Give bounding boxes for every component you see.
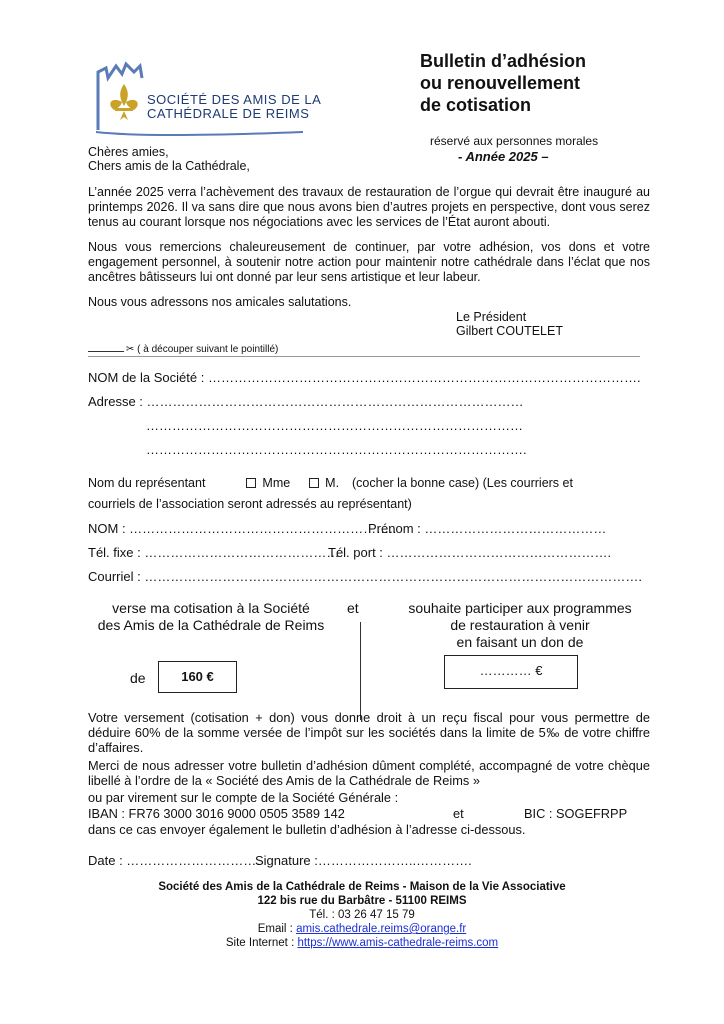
date-field[interactable]: Date : …………………………. (88, 853, 260, 868)
send-instructions: Merci de nous adresser votre bulletin d’adhésion dûment complété, accompagné de votre chèque libellé à l’ordre de la « Société des Amis de la Cathédrale de Reims » (88, 758, 650, 788)
email-link[interactable]: amis.cathedrale.reims@orange.fr (296, 923, 467, 935)
form-title (420, 50, 586, 116)
de-label: de (130, 670, 146, 686)
transfer-note: dans ce cas envoyer également le bulletin d’adhésion à l’adresse ci-dessous. (88, 822, 526, 837)
logo-line1: SOCIÉTÉ DES AMIS DE LA (147, 92, 322, 107)
letter-paragraph-1: L’année 2025 verra l’achèvement des travaux de restauration de l’orgue qui devrait être inauguré au printemps 2026. Il va sans dire que nous avons bien d’autres projets en perspective, dont vous serez tenus au courant lorsque nos négociations avec les services de l’État auront abouti. (88, 185, 650, 229)
m-checkbox[interactable] (309, 478, 319, 488)
representative-label: Nom du représentant (88, 476, 206, 490)
email-field[interactable]: Courriel : ……………………………………………………………………………………………………. (88, 569, 642, 584)
president-name: Gilbert COUTELET (456, 324, 563, 338)
year-label: - Année 2025 – (458, 149, 549, 164)
signature-field[interactable]: Signature :…………………..…………. (255, 853, 472, 868)
letter-paragraph-2: Nous vous remercions chaleureusement de continuer, par votre adhésion, vos dons et votre engagement personnel, à soutenir notre action pour maintenir notre cathédrale dans l’éclat que nos ancêtres bâtisseurs lui ont donné par leur sens artistique et leur labeur. (88, 240, 650, 284)
representative-note-2: courriels de l’association seront adressés au représentant) (88, 497, 412, 511)
iban-bic-and: et (453, 806, 464, 821)
transfer-intro: ou par virement sur le compte de la Société Générale : (88, 790, 399, 805)
membership-amount: 160 € (181, 669, 214, 684)
donation-line3: en faisant un don de (456, 634, 584, 650)
mobile-field[interactable]: Tél. port : ……………………………………………. (328, 545, 612, 560)
bic: BIC : SOGEFRPP (524, 806, 628, 821)
scissors-icon: ✂ (126, 344, 135, 355)
cut-instruction: ( à découper suivant le pointillé) (137, 344, 279, 355)
representative-note: (cocher la bonne case) (Les courriers et (352, 476, 573, 490)
logo-line2: CATHÉDRALE DE REIMS (147, 106, 310, 121)
president-title: Le Président (456, 310, 527, 324)
membership-text (80, 600, 342, 634)
reserved-note: réservé aux personnes morales (430, 134, 599, 148)
footer-site-row (0, 936, 724, 950)
m-label: M. (325, 476, 340, 490)
site-link[interactable]: https://www.amis-cathedrale-reims.com (297, 937, 499, 949)
logo-text (147, 93, 321, 121)
cut-line (88, 344, 640, 357)
membership-line1: verse ma cotisation à la Société (112, 600, 310, 616)
site-label: Site Internet : (225, 937, 295, 949)
last-name-field[interactable]: NOM : …………………………………………………….. (88, 521, 397, 536)
representative-row (88, 476, 573, 490)
donation-line2: de restauration à venir (450, 617, 590, 633)
greeting (88, 145, 250, 173)
greeting-line1: Chères amies, (88, 145, 169, 159)
membership-amount-box (158, 661, 237, 693)
address-field-3[interactable]: ……………………………………………………………………………. (146, 442, 527, 457)
tax-info: Votre versement (cotisation + don) vous donne droit à un reçu fiscal pour vous permettre de déduire 60% de la somme versée de l’impôt sur les sociétés dans la limite de 5‰ de votre chiffre d’affaires. (88, 710, 650, 755)
donation-text (390, 600, 650, 651)
section-divider (360, 622, 361, 720)
footer-address: 122 bis rue du Barbâtre - 51100 REIMS (257, 895, 467, 907)
title-line2: ou renouvellement (420, 73, 581, 93)
donation-line1: souhaite participer aux programmes (408, 600, 632, 616)
and-label: et (347, 600, 359, 616)
title-line3: de cotisation (420, 95, 532, 115)
mme-label: Mme (262, 476, 291, 490)
footer-email-row (0, 922, 724, 936)
phone-field[interactable]: Tél. fixe : ……………………………………… (88, 545, 340, 560)
address-field-1[interactable]: Adresse : …………………………………………………………………………… (88, 394, 524, 409)
footer-org: Société des Amis de la Cathédrale de Reims - Maison de la Vie Associative (158, 881, 566, 893)
company-name-field[interactable]: NOM de la Société : ………………………………………………………………………………………. (88, 370, 641, 385)
signature-block (456, 310, 563, 338)
letter-paragraph-3: Nous vous adressons nos amicales salutations. (88, 295, 352, 309)
donation-amount-box[interactable] (444, 655, 578, 689)
title-line1: Bulletin d’adhésion (420, 51, 587, 71)
address-field-2[interactable]: …………………………………………………………………………… (146, 418, 523, 433)
first-name-field[interactable]: Prénom : …………………………………… (368, 521, 607, 536)
membership-line2: des Amis de la Cathédrale de Reims (97, 617, 325, 633)
iban: IBAN : FR76 3000 3016 9000 0505 3589 142 (88, 806, 345, 821)
email-label: Email : (257, 923, 293, 935)
mme-checkbox[interactable] (246, 478, 256, 488)
donation-amount: ………… € (479, 663, 543, 678)
footer-phone: Tél. : 03 26 47 15 79 (309, 909, 415, 921)
greeting-line2: Chers amis de la Cathédrale, (88, 159, 250, 173)
